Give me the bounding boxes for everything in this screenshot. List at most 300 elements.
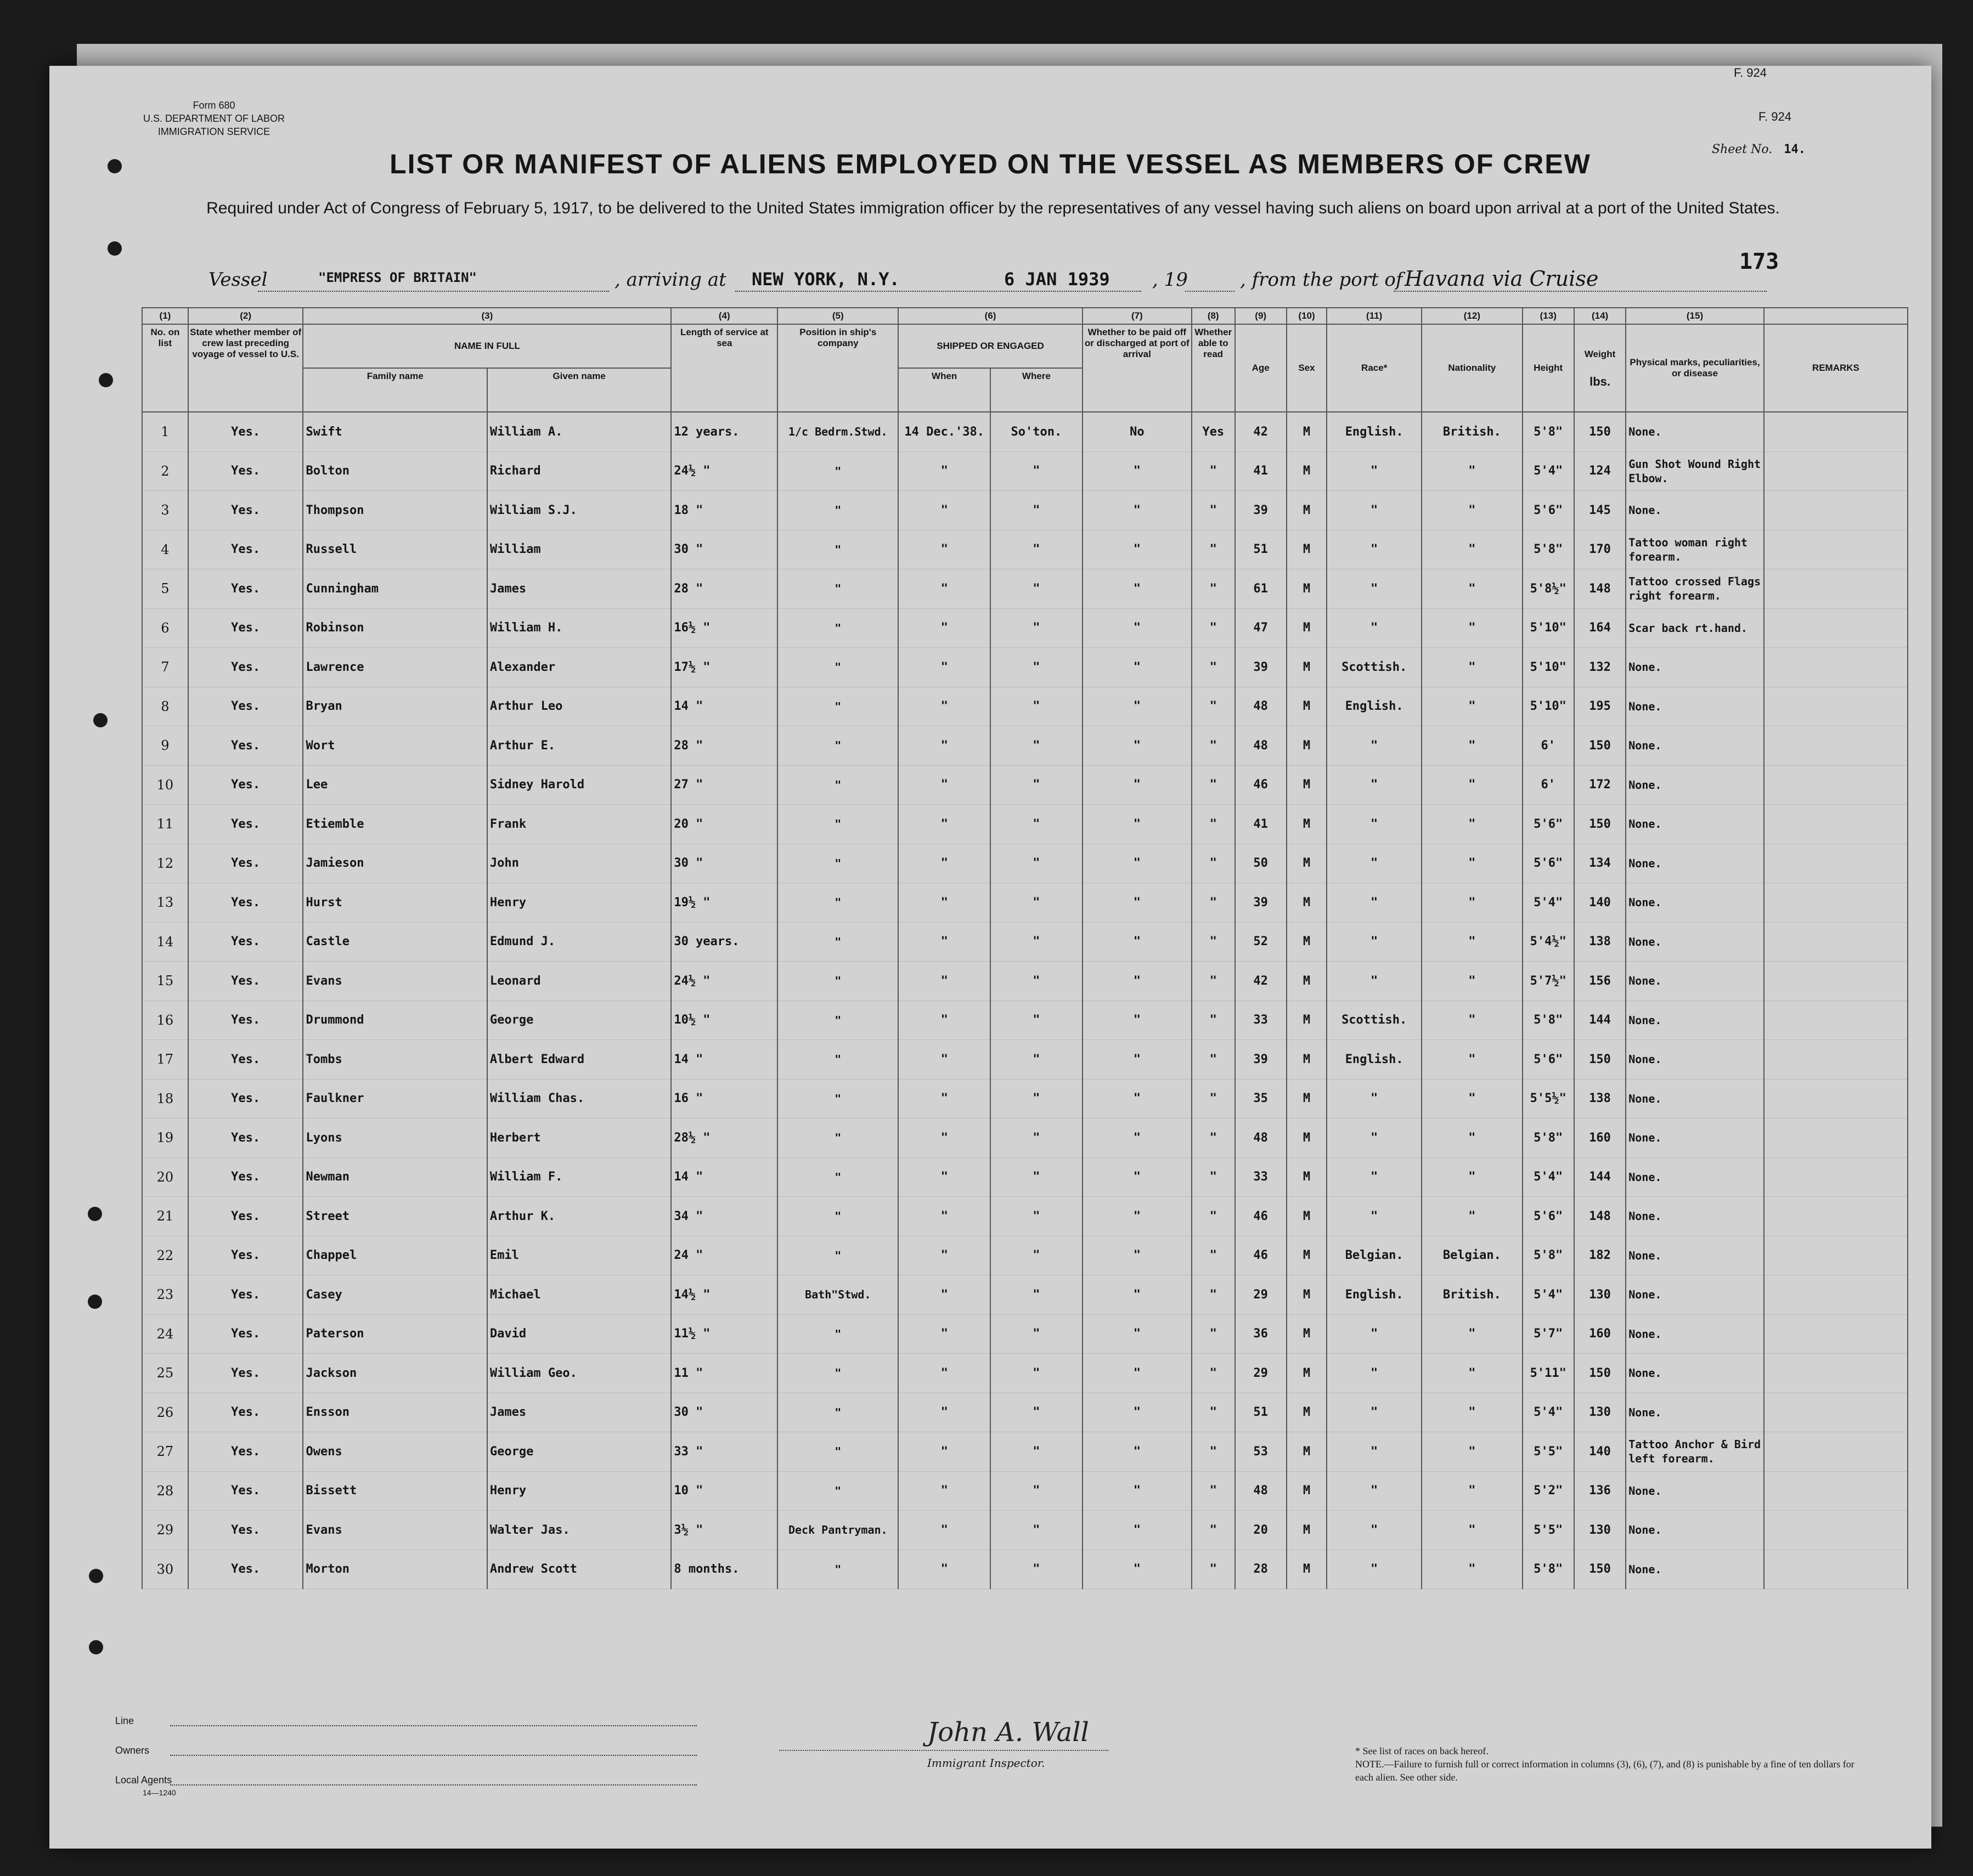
row-length-of-service: 34 " [671, 1197, 777, 1236]
row-able-to-read: " [1192, 1354, 1235, 1393]
row-race: " [1327, 569, 1422, 609]
column-number: (9) [1235, 308, 1287, 324]
row-sex: M [1287, 1511, 1327, 1550]
row-state: Yes. [188, 844, 303, 883]
row-able-to-read: " [1192, 1157, 1235, 1197]
row-height: 5'6" [1523, 805, 1574, 844]
row-state: Yes. [188, 962, 303, 1001]
row-age: 41 [1235, 805, 1287, 844]
row-paid-off: " [1083, 1275, 1192, 1315]
row-length-of-service: 10½ " [671, 1001, 777, 1040]
row-sex: M [1287, 1471, 1327, 1511]
year-label: , 19 [1152, 269, 1188, 291]
row-weight: 160 [1574, 1314, 1626, 1354]
row-sex: M [1287, 844, 1327, 883]
row-physical-marks: None. [1626, 1079, 1764, 1118]
header-weight-unit: lbs. [1589, 375, 1611, 388]
row-paid-off: " [1083, 687, 1192, 726]
row-physical-marks: None. [1626, 1001, 1764, 1040]
footer-labels [115, 1706, 280, 1795]
row-race: " [1327, 922, 1422, 962]
row-race: " [1327, 844, 1422, 883]
row-state: Yes. [188, 1079, 303, 1118]
row-physical-marks: None. [1626, 962, 1764, 1001]
row-paid-off: " [1083, 805, 1192, 844]
column-number: (10) [1287, 308, 1327, 324]
row-remarks [1764, 412, 1908, 451]
row-sex: M [1287, 412, 1327, 451]
row-sex: M [1287, 1550, 1327, 1589]
table-row [142, 1354, 1908, 1393]
row-race: " [1327, 1354, 1422, 1393]
agents-label: Local Agents [115, 1775, 172, 1785]
row-paid-off: " [1083, 922, 1192, 962]
row-remarks [1764, 1197, 1908, 1236]
header-paid-off: Whether to be paid off or discharged at port of arrival [1083, 324, 1192, 412]
row-paid-off: " [1083, 765, 1192, 805]
row-sex: M [1287, 765, 1327, 805]
row-physical-marks: Scar back rt.hand. [1626, 608, 1764, 648]
row-shipped-when: 14 Dec.'38. [898, 412, 990, 451]
row-position: " [777, 530, 898, 569]
row-shipped-when: " [898, 1040, 990, 1080]
table-row [142, 922, 1908, 962]
row-able-to-read: " [1192, 1275, 1235, 1315]
header-weight [1574, 324, 1626, 412]
column-number: (3) [303, 308, 671, 324]
row-able-to-read: " [1192, 569, 1235, 609]
row-age: 39 [1235, 491, 1287, 530]
races-note: * See list of races on back hereof. [1355, 1745, 1489, 1756]
row-nationality: " [1422, 530, 1522, 569]
row-sex: M [1287, 1393, 1327, 1432]
row-race: English. [1327, 1275, 1422, 1315]
row-able-to-read: " [1192, 726, 1235, 766]
row-able-to-read: " [1192, 1393, 1235, 1432]
row-race: Scottish. [1327, 1001, 1422, 1040]
row-shipped-where: " [990, 491, 1083, 530]
row-age: 36 [1235, 1314, 1287, 1354]
row-shipped-when: " [898, 844, 990, 883]
row-given-name: Arthur K. [487, 1197, 671, 1236]
row-age: 33 [1235, 1001, 1287, 1040]
row-paid-off: " [1083, 451, 1192, 491]
row-state: Yes. [188, 883, 303, 923]
row-age: 39 [1235, 1040, 1287, 1080]
row-shipped-where: " [990, 883, 1083, 923]
row-nationality: " [1422, 1432, 1522, 1472]
row-sex: M [1287, 883, 1327, 923]
row-given-name: Alexander [487, 648, 671, 687]
row-family-name: Lawrence [303, 648, 487, 687]
row-age: 20 [1235, 1511, 1287, 1550]
column-number [1764, 308, 1908, 324]
row-number: 30 [142, 1550, 188, 1589]
row-given-name: William [487, 530, 671, 569]
row-shipped-where: " [990, 1236, 1083, 1275]
row-number: 1 [142, 412, 188, 451]
row-state: Yes. [188, 922, 303, 962]
column-number: (14) [1574, 308, 1626, 324]
row-height: 6' [1523, 726, 1574, 766]
row-position: " [777, 648, 898, 687]
from-port-label: , from the port of [1240, 269, 1403, 291]
row-number: 13 [142, 883, 188, 923]
row-position: " [777, 687, 898, 726]
row-nationality: " [1422, 608, 1522, 648]
row-length-of-service: 17½ " [671, 648, 777, 687]
row-shipped-when: " [898, 1157, 990, 1197]
row-state: Yes. [188, 1550, 303, 1589]
row-height: 5'7" [1523, 1314, 1574, 1354]
row-age: 39 [1235, 883, 1287, 923]
row-shipped-where: " [990, 608, 1083, 648]
row-length-of-service: 24½ " [671, 962, 777, 1001]
row-paid-off: " [1083, 1314, 1192, 1354]
row-weight: 134 [1574, 844, 1626, 883]
row-physical-marks: None. [1626, 922, 1764, 962]
row-physical-marks: None. [1626, 1118, 1764, 1158]
row-nationality: " [1422, 687, 1522, 726]
row-family-name: Chappel [303, 1236, 487, 1275]
row-height: 5'10" [1523, 608, 1574, 648]
row-shipped-where: " [990, 726, 1083, 766]
row-nationality: " [1422, 883, 1522, 923]
row-position: " [777, 1550, 898, 1589]
row-age: 42 [1235, 412, 1287, 451]
table-row [142, 608, 1908, 648]
row-paid-off: " [1083, 962, 1192, 1001]
row-age: 51 [1235, 1393, 1287, 1432]
header-nationality: Nationality [1422, 324, 1522, 412]
row-paid-off: " [1083, 1511, 1192, 1550]
row-sex: M [1287, 608, 1327, 648]
row-height: 5'8" [1523, 1001, 1574, 1040]
row-state: Yes. [188, 1236, 303, 1275]
row-remarks [1764, 1314, 1908, 1354]
row-race: English. [1327, 687, 1422, 726]
row-shipped-when: " [898, 1471, 990, 1511]
department-name: U.S. DEPARTMENT OF LABOR [143, 113, 285, 124]
row-shipped-when: " [898, 1118, 990, 1158]
row-paid-off: " [1083, 1197, 1192, 1236]
line-label: Line [115, 1715, 134, 1726]
row-race: " [1327, 530, 1422, 569]
header-sex: Sex [1287, 324, 1327, 412]
row-physical-marks: None. [1626, 412, 1764, 451]
row-sex: M [1287, 1275, 1327, 1315]
row-length-of-service: 28½ " [671, 1118, 777, 1158]
row-given-name: William H. [487, 608, 671, 648]
row-weight: 150 [1574, 726, 1626, 766]
row-given-name: David [487, 1314, 671, 1354]
row-sex: M [1287, 491, 1327, 530]
row-paid-off: " [1083, 569, 1192, 609]
row-race: " [1327, 1079, 1422, 1118]
table-row [142, 412, 1908, 451]
row-remarks [1764, 1511, 1908, 1550]
row-number: 8 [142, 687, 188, 726]
stamped-number: 173 [1739, 249, 1779, 274]
row-remarks [1764, 1550, 1908, 1589]
row-race: " [1327, 608, 1422, 648]
row-able-to-read: " [1192, 805, 1235, 844]
row-family-name: Robinson [303, 608, 487, 648]
row-sex: M [1287, 569, 1327, 609]
row-shipped-where: " [990, 1471, 1083, 1511]
printer-code: 14—1240 [143, 1788, 176, 1797]
row-paid-off: " [1083, 1001, 1192, 1040]
row-length-of-service: 8 months. [671, 1550, 777, 1589]
inspector-caption: Immigrant Inspector. [927, 1756, 1045, 1770]
row-position: " [777, 765, 898, 805]
row-position: " [777, 1079, 898, 1118]
row-race: " [1327, 451, 1422, 491]
row-height: 5'4" [1523, 1157, 1574, 1197]
row-remarks [1764, 1157, 1908, 1197]
form-reference-secondary: F. 924 [1758, 110, 1791, 123]
row-family-name: Etiemble [303, 805, 487, 844]
row-given-name: Frank [487, 805, 671, 844]
table-row [142, 1236, 1908, 1275]
row-physical-marks: None. [1626, 883, 1764, 923]
from-port: Havana via Cruise [1405, 267, 1599, 291]
table-row [142, 1511, 1908, 1550]
row-sex: M [1287, 648, 1327, 687]
header-length: Length of service at sea [671, 324, 777, 412]
row-physical-marks: None. [1626, 1511, 1764, 1550]
row-number: 16 [142, 1001, 188, 1040]
row-nationality: " [1422, 491, 1522, 530]
row-age: 48 [1235, 1471, 1287, 1511]
row-remarks [1764, 1236, 1908, 1275]
row-able-to-read: " [1192, 844, 1235, 883]
row-age: 41 [1235, 451, 1287, 491]
row-paid-off: " [1083, 1354, 1192, 1393]
row-length-of-service: 10 " [671, 1471, 777, 1511]
row-age: 28 [1235, 1550, 1287, 1589]
row-physical-marks: None. [1626, 1354, 1764, 1393]
row-sex: M [1287, 1354, 1327, 1393]
inspector-signature: John A. Wall [927, 1717, 1089, 1748]
row-state: Yes. [188, 608, 303, 648]
row-family-name: Evans [303, 962, 487, 1001]
row-given-name: Emil [487, 1236, 671, 1275]
table-row [142, 687, 1908, 726]
table-row [142, 1393, 1908, 1432]
row-number: 18 [142, 1079, 188, 1118]
header-weight-label: Weight [1584, 349, 1616, 359]
header-remarks: REMARKS [1764, 324, 1908, 412]
row-weight: 136 [1574, 1471, 1626, 1511]
row-able-to-read: " [1192, 1079, 1235, 1118]
row-state: Yes. [188, 1040, 303, 1080]
row-nationality: British. [1422, 1275, 1522, 1315]
row-state: Yes. [188, 451, 303, 491]
row-shipped-where: " [990, 530, 1083, 569]
row-number: 29 [142, 1511, 188, 1550]
row-family-name: Cunningham [303, 569, 487, 609]
row-remarks [1764, 922, 1908, 962]
row-physical-marks: Gun Shot Wound Right Elbow. [1626, 451, 1764, 491]
row-remarks [1764, 805, 1908, 844]
row-length-of-service: 30 " [671, 1393, 777, 1432]
row-position: Deck Pantryman. [777, 1511, 898, 1550]
row-age: 52 [1235, 922, 1287, 962]
row-nationality: " [1422, 726, 1522, 766]
row-shipped-when: " [898, 1432, 990, 1472]
row-race: " [1327, 1550, 1422, 1589]
row-shipped-where: " [990, 648, 1083, 687]
row-race: " [1327, 805, 1422, 844]
row-physical-marks: None. [1626, 491, 1764, 530]
owners-label: Owners [115, 1745, 150, 1756]
row-nationality: " [1422, 1314, 1522, 1354]
row-number: 3 [142, 491, 188, 530]
row-weight: 156 [1574, 962, 1626, 1001]
table-row [142, 1275, 1908, 1315]
form-identifier [137, 99, 291, 138]
row-shipped-where: " [990, 922, 1083, 962]
punch-hole [99, 373, 113, 387]
column-number: (13) [1523, 308, 1574, 324]
row-nationality: British. [1422, 412, 1522, 451]
row-age: 46 [1235, 1236, 1287, 1275]
column-number: (11) [1327, 308, 1422, 324]
row-shipped-where: " [990, 1354, 1083, 1393]
row-age: 48 [1235, 687, 1287, 726]
table-row [142, 805, 1908, 844]
row-length-of-service: 14 " [671, 1040, 777, 1080]
row-family-name: Jackson [303, 1354, 487, 1393]
row-position: " [777, 726, 898, 766]
row-state: Yes. [188, 726, 303, 766]
row-number: 26 [142, 1393, 188, 1432]
row-given-name: Henry [487, 1471, 671, 1511]
row-state: Yes. [188, 1432, 303, 1472]
row-able-to-read: " [1192, 922, 1235, 962]
row-remarks [1764, 1079, 1908, 1118]
row-physical-marks: None. [1626, 765, 1764, 805]
row-paid-off: " [1083, 1079, 1192, 1118]
row-sex: M [1287, 805, 1327, 844]
column-number: (2) [188, 308, 303, 324]
row-race: " [1327, 491, 1422, 530]
row-age: 50 [1235, 844, 1287, 883]
row-shipped-when: " [898, 569, 990, 609]
row-position: " [777, 1001, 898, 1040]
table-row [142, 765, 1908, 805]
row-weight: 140 [1574, 883, 1626, 923]
row-length-of-service: 28 " [671, 726, 777, 766]
row-able-to-read: " [1192, 1314, 1235, 1354]
table-row [142, 726, 1908, 766]
row-position: " [777, 1040, 898, 1080]
row-nationality: " [1422, 1157, 1522, 1197]
row-family-name: Street [303, 1197, 487, 1236]
row-weight: 150 [1574, 412, 1626, 451]
row-sex: M [1287, 962, 1327, 1001]
row-state: Yes. [188, 412, 303, 451]
row-length-of-service: 33 " [671, 1432, 777, 1472]
row-length-of-service: 30 " [671, 530, 777, 569]
column-number: (8) [1192, 308, 1235, 324]
row-weight: 138 [1574, 922, 1626, 962]
header-read: Whether able to read [1192, 324, 1235, 412]
row-number: 7 [142, 648, 188, 687]
row-weight: 138 [1574, 1079, 1626, 1118]
row-number: 12 [142, 844, 188, 883]
row-family-name: Owens [303, 1432, 487, 1472]
row-state: Yes. [188, 1314, 303, 1354]
footer-notes [1355, 1744, 1860, 1784]
row-family-name: Tombs [303, 1040, 487, 1080]
row-able-to-read: " [1192, 451, 1235, 491]
row-physical-marks: None. [1626, 648, 1764, 687]
row-shipped-where: So'ton. [990, 412, 1083, 451]
row-position: " [777, 1118, 898, 1158]
row-race: " [1327, 883, 1422, 923]
table-row [142, 1118, 1908, 1158]
row-given-name: Richard [487, 451, 671, 491]
row-paid-off: " [1083, 1432, 1192, 1472]
row-number: 11 [142, 805, 188, 844]
row-position: " [777, 569, 898, 609]
row-nationality: " [1422, 1354, 1522, 1393]
row-height: 6' [1523, 765, 1574, 805]
row-position: " [777, 1197, 898, 1236]
row-physical-marks: None. [1626, 1040, 1764, 1080]
column-number: (7) [1083, 308, 1192, 324]
row-shipped-when: " [898, 530, 990, 569]
row-shipped-when: " [898, 1236, 990, 1275]
row-nationality: " [1422, 805, 1522, 844]
row-physical-marks: None. [1626, 687, 1764, 726]
row-weight: 182 [1574, 1236, 1626, 1275]
row-state: Yes. [188, 1001, 303, 1040]
row-weight: 164 [1574, 608, 1626, 648]
row-length-of-service: 27 " [671, 765, 777, 805]
row-shipped-where: " [990, 451, 1083, 491]
row-length-of-service: 14 " [671, 687, 777, 726]
row-position: 1/c Bedrm.Stwd. [777, 412, 898, 451]
row-race: " [1327, 1314, 1422, 1354]
row-nationality: Belgian. [1422, 1236, 1522, 1275]
row-family-name: Wort [303, 726, 487, 766]
row-able-to-read: " [1192, 765, 1235, 805]
row-family-name: Thompson [303, 491, 487, 530]
row-remarks [1764, 962, 1908, 1001]
row-shipped-when: " [898, 962, 990, 1001]
row-position: " [777, 1236, 898, 1275]
row-given-name: George [487, 1432, 671, 1472]
row-weight: 172 [1574, 765, 1626, 805]
row-physical-marks: None. [1626, 1197, 1764, 1236]
row-able-to-read: " [1192, 608, 1235, 648]
row-physical-marks: None. [1626, 1314, 1764, 1354]
column-number: (12) [1422, 308, 1522, 324]
row-shipped-where: " [990, 1197, 1083, 1236]
row-height: 5'4½" [1523, 922, 1574, 962]
row-physical-marks: None. [1626, 726, 1764, 766]
row-number: 5 [142, 569, 188, 609]
row-family-name: Casey [303, 1275, 487, 1315]
row-state: Yes. [188, 1118, 303, 1158]
row-shipped-when: " [898, 1354, 990, 1393]
row-shipped-when: " [898, 1314, 990, 1354]
row-height: 5'4" [1523, 1275, 1574, 1315]
form-number: Form 680 [193, 100, 235, 111]
